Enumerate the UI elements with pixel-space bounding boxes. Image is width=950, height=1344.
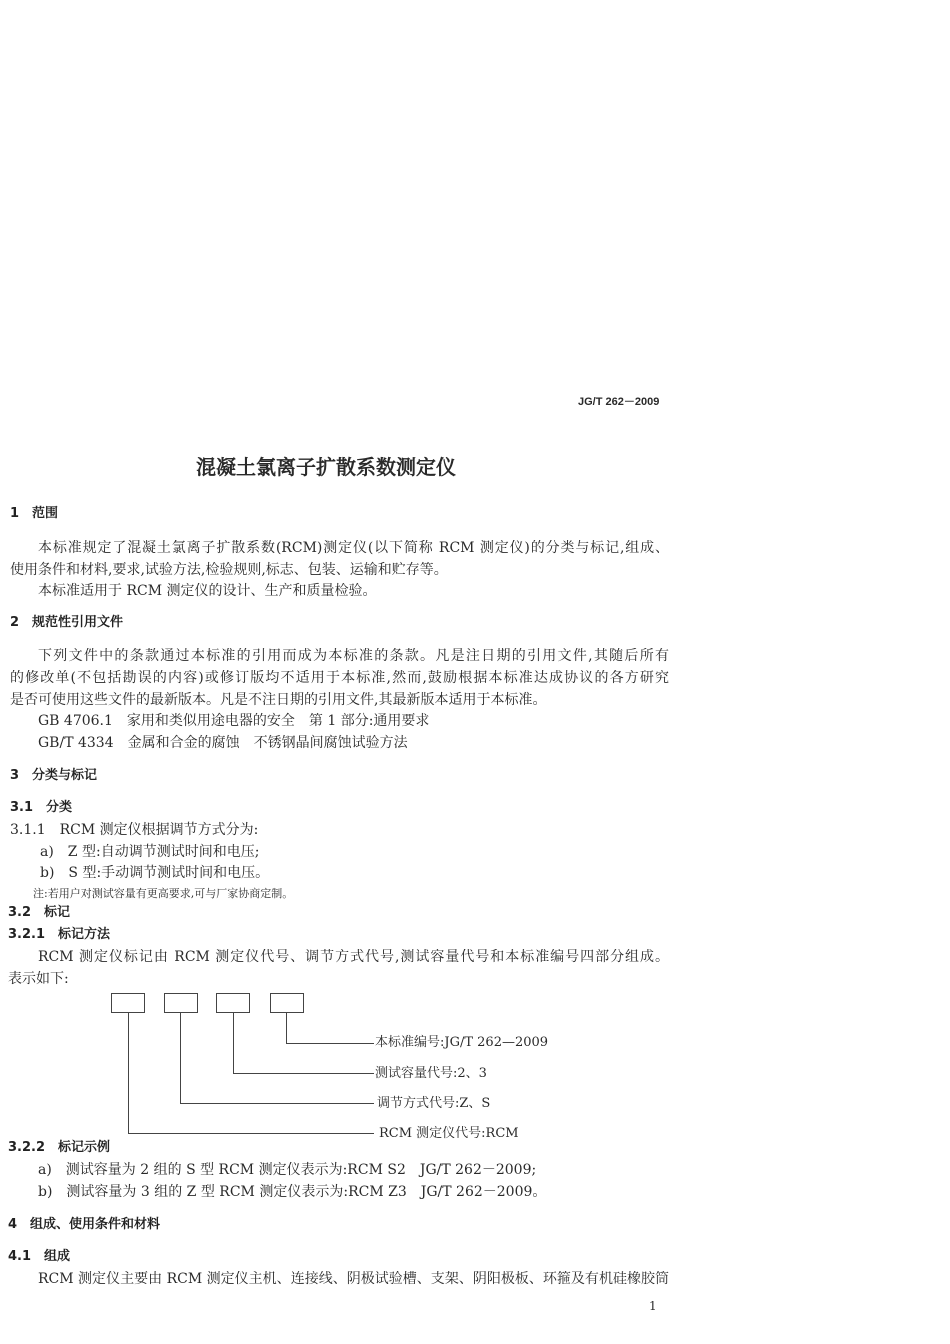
subsection-heading: 3.2.1 标记方法 bbox=[8, 927, 111, 942]
section-4-heading: 4 组成、使用条件和材料 bbox=[8, 1217, 161, 1232]
standard-number-header: JG/T 262－2009 bbox=[578, 396, 660, 408]
document-title: 混凝土氯离子扩散系数测定仪 bbox=[196, 455, 456, 479]
list-item: a) 测试容量为 2 组的 S 型 RCM 测定仪表示为:RCM S2 JG/T 262－2009; bbox=[38, 1162, 537, 1178]
subsection-heading: 3.2 标记 bbox=[8, 905, 71, 920]
diagram-label: RCM 测定仪代号:RCM bbox=[379, 1126, 519, 1141]
diagram-label: 调节方式代号:Z、S bbox=[377, 1096, 491, 1111]
list-item: a) Z 型:自动调节测试时间和电压; bbox=[40, 844, 260, 860]
subsection-heading: 3.1 分类 bbox=[10, 800, 73, 815]
diagram-box bbox=[164, 993, 198, 1013]
reference-item: GB/T 4334 金属和合金的腐蚀 不锈钢晶间腐蚀试验方法 bbox=[38, 735, 408, 751]
reference-item: GB 4706.1 家用和类似用途电器的安全 第 1 部分:通用要求 bbox=[38, 713, 430, 729]
section-1-heading: 1 范围 bbox=[10, 506, 59, 521]
page-number: 1 bbox=[649, 1299, 657, 1313]
diagram-label: 测试容量代号:2、3 bbox=[375, 1066, 487, 1081]
section-2-heading: 2 规范性引用文件 bbox=[10, 615, 124, 630]
diagram-box bbox=[111, 993, 145, 1013]
paragraph-line: 使用条件和材料,要求,试验方法,检验规则,标志、包装、运输和贮存等。 bbox=[10, 562, 448, 578]
clause-line: 3.1.1 RCM 测定仪根据调节方式分为: bbox=[10, 822, 259, 838]
list-item: b) 测试容量为 3 组的 Z 型 RCM 测定仪表示为:RCM Z3 JG/T 262－2009。 bbox=[38, 1184, 547, 1200]
paragraph-line: 下列文件中的条款通过本标准的引用而成为本标准的条款。凡是注日期的引用文件,其随后所有 bbox=[38, 648, 669, 664]
diagram-box bbox=[216, 993, 250, 1013]
diagram-box bbox=[270, 993, 304, 1013]
paragraph-line: RCM 测定仪主要由 RCM 测定仪主机、连接线、阴极试验槽、支架、阴阳极板、环箍及有机硅橡胶筒 bbox=[38, 1271, 669, 1287]
paragraph-line: RCM 测定仪标记由 RCM 测定仪代号、调节方式代号,测试容量代号和本标准编号四部分组成。 bbox=[38, 949, 669, 965]
paragraph-line: 是否可使用这些文件的最新版本。凡是不注日期的引用文件,其最新版本适用于本标准。 bbox=[10, 692, 547, 708]
diagram-label: 本标准编号:JG/T 262—2009 bbox=[375, 1035, 549, 1050]
note: 注:若用户对测试容量有更高要求,可与厂家协商定制。 bbox=[33, 887, 294, 900]
paragraph-line: 本标准规定了混凝土氯离子扩散系数(RCM)测定仪(以下简称 RCM 测定仪)的分类与标记,组成、 bbox=[38, 540, 669, 556]
subsection-heading: 4.1 组成 bbox=[8, 1249, 71, 1264]
paragraph-line: 本标准适用于 RCM 测定仪的设计、生产和质量检验。 bbox=[38, 583, 377, 599]
paragraph-line: 表示如下: bbox=[8, 971, 69, 987]
paragraph-line: 的修改单(不包括勘误的内容)或修订版均不适用于本标准,然而,鼓励根据本标准达成协议的各方研究 bbox=[10, 670, 669, 686]
subsection-heading: 3.2.2 标记示例 bbox=[8, 1140, 111, 1155]
section-3-heading: 3 分类与标记 bbox=[10, 768, 98, 783]
list-item: b) S 型:手动调节测试时间和电压。 bbox=[40, 865, 270, 881]
